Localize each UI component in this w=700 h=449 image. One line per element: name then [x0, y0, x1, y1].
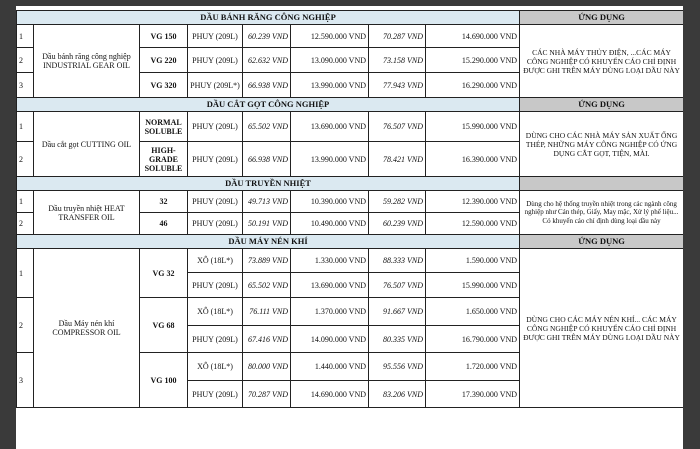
price-per-liter: 80.000 VND — [243, 353, 291, 381]
section-title: DẦU MÁY NÉN KHÍ — [17, 235, 520, 249]
price-per-pack: 12.590.000 VND — [291, 25, 369, 48]
retail-price-per-liter: 80.335 VND — [369, 326, 426, 353]
retail-price-per-liter: 60.239 VND — [369, 213, 426, 235]
package-cell: PHUY (209L) — [188, 112, 243, 142]
price-per-pack: 1.330.000 VND — [291, 249, 369, 273]
section-title: DẦU TRUYỀN NHIỆT — [17, 177, 520, 191]
retail-price-per-pack: 16.790.000 VND — [426, 326, 520, 353]
retail-price-per-liter: 95.556 VND — [369, 353, 426, 381]
grade-cell: VG 150 — [140, 25, 188, 48]
retail-price-per-liter: 70.287 VND — [369, 25, 426, 48]
section-header-cutting-oil — [17, 98, 684, 112]
row-index: 3 — [17, 73, 34, 98]
retail-price-per-pack: 14.690.000 VND — [426, 25, 520, 48]
section-header-gear-oil — [17, 11, 684, 25]
product-name: Dầu truyền nhiệt HEAT TRANSFER OIL — [34, 191, 140, 235]
product-name: Dầu bánh răng công nghiệp INDUSTRIAL GEAR OIL — [34, 25, 140, 98]
package-cell: PHUY (209L) — [188, 213, 243, 235]
row-index: 1 — [17, 112, 34, 142]
retail-price-per-pack: 12.590.000 VND — [426, 213, 520, 235]
row-index: 1 — [17, 25, 34, 48]
retail-price-per-liter: 77.943 VND — [369, 73, 426, 98]
table-row — [17, 191, 684, 213]
section-header-heat-transfer-oil — [17, 177, 684, 191]
price-table-page — [16, 6, 683, 449]
usage-text: Dùng cho hệ thống truyền nhiệt trong các ngành công nghiệp như Cán thép, Giấy, May mặc, Xử lý phế liệu... Có khuyến cáo chỉ định dùng loại dầu này — [520, 191, 683, 235]
price-per-pack: 1.440.000 VND — [291, 353, 369, 381]
row-index: 2 — [17, 213, 34, 235]
price-table — [16, 10, 683, 408]
section-title: DẦU BÁNH RĂNG CÔNG NGHIỆP — [17, 11, 520, 25]
price-per-liter: 50.191 VND — [243, 213, 291, 235]
package-cell: PHUY (209L) — [188, 48, 243, 73]
retail-price-per-pack: 15.990.000 VND — [426, 112, 520, 142]
row-index: 3 — [17, 353, 34, 408]
retail-price-per-liter: 76.507 VND — [369, 273, 426, 298]
grade-cell: 46 — [140, 213, 188, 235]
package-cell: PHUY (209L) — [188, 191, 243, 213]
grade-cell: VG 100 — [140, 353, 188, 408]
retail-price-per-pack: 1.720.000 VND — [426, 353, 520, 381]
usage-header: ỨNG DỤNG — [520, 98, 683, 112]
grade-cell: 32 — [140, 191, 188, 213]
grade-cell: HIGH-GRADE SOLUBLE — [140, 142, 188, 177]
usage-header-empty — [520, 177, 683, 191]
price-per-liter: 73.889 VND — [243, 249, 291, 273]
usage-header: ỨNG DỤNG — [520, 11, 683, 25]
retail-price-per-liter: 83.206 VND — [369, 381, 426, 408]
price-per-liter: 67.416 VND — [243, 326, 291, 353]
table-row — [17, 249, 684, 273]
price-per-pack: 14.690.000 VND — [291, 381, 369, 408]
retail-price-per-liter: 76.507 VND — [369, 112, 426, 142]
package-cell: PHUY (209L) — [188, 381, 243, 408]
grade-cell: VG 220 — [140, 48, 188, 73]
price-per-pack: 10.390.000 VND — [291, 191, 369, 213]
retail-price-per-liter: 59.282 VND — [369, 191, 426, 213]
price-per-pack: 13.690.000 VND — [291, 112, 369, 142]
retail-price-per-pack: 16.390.000 VND — [426, 142, 520, 177]
price-per-liter: 49.713 VND — [243, 191, 291, 213]
retail-price-per-pack: 12.390.000 VND — [426, 191, 520, 213]
row-index: 2 — [17, 142, 34, 177]
usage-text: DÙNG CHO CÁC NHÀ MÁY SẢN XUẤT ỐNG THÉP, NHỮNG MÁY CÔNG NGHIỆP CÓ ỨNG DỤNG CẮT GỌT, TIỆN, MÀI. — [520, 112, 683, 177]
price-per-pack: 14.090.000 VND — [291, 326, 369, 353]
grade-cell: NORMAL SOLUBLE — [140, 112, 188, 142]
package-cell: PHUY (209L) — [188, 273, 243, 298]
grade-cell: VG 68 — [140, 298, 188, 353]
retail-price-per-pack: 15.990.000 VND — [426, 273, 520, 298]
price-per-pack: 13.990.000 VND — [291, 142, 369, 177]
retail-price-per-pack: 1.650.000 VND — [426, 298, 520, 326]
usage-text: CÁC NHÀ MÁY THỦY ĐIỆN, ...CÁC MÁY CÔNG NGHIỆP CÓ KHUYẾN CÁO CHỈ ĐỊNH ĐƯỢC GHI TRÊN MÁY DÙNG LOẠI DẦU NÀY — [520, 25, 683, 98]
package-cell: XÔ (18L*) — [188, 353, 243, 381]
row-index: 2 — [17, 298, 34, 353]
row-index: 1 — [17, 249, 34, 298]
grade-cell: VG 32 — [140, 249, 188, 298]
product-name: Dầu cắt gọt CUTTING OIL — [34, 112, 140, 177]
usage-header: ỨNG DỤNG — [520, 235, 683, 249]
price-per-liter: 70.287 VND — [243, 381, 291, 408]
row-index: 1 — [17, 191, 34, 213]
price-per-pack: 10.490.000 VND — [291, 213, 369, 235]
retail-price-per-liter: 88.333 VND — [369, 249, 426, 273]
retail-price-per-pack: 1.590.000 VND — [426, 249, 520, 273]
grade-cell: VG 320 — [140, 73, 188, 98]
retail-price-per-pack: 15.290.000 VND — [426, 48, 520, 73]
retail-price-per-liter: 73.158 VND — [369, 48, 426, 73]
price-per-liter: 65.502 VND — [243, 273, 291, 298]
section-header-compressor-oil — [17, 235, 684, 249]
price-per-pack: 13.090.000 VND — [291, 48, 369, 73]
price-per-pack: 13.690.000 VND — [291, 273, 369, 298]
row-index: 2 — [17, 48, 34, 73]
package-cell: PHUY (209L) — [188, 25, 243, 48]
price-per-liter: 60.239 VND — [243, 25, 291, 48]
retail-price-per-pack: 17.390.000 VND — [426, 381, 520, 408]
usage-text: DÙNG CHO CÁC MÁY NÉN KHÍ... CÁC MÁY CÔNG NGHIỆP CÓ KHUYẾN CÁO CHỈ ĐỊNH ĐƯỢC GHI TRÊN MÁY DÙNG LOẠI DẦU NÀY — [520, 249, 683, 408]
product-name: Dầu Máy nén khí COMPRESSOR OIL — [34, 249, 140, 408]
retail-price-per-liter: 78.421 VND — [369, 142, 426, 177]
package-cell: PHUY (209L*) — [188, 73, 243, 98]
section-title: DẦU CẮT GỌT CÔNG NGHIỆP — [17, 98, 520, 112]
retail-price-per-pack: 16.290.000 VND — [426, 73, 520, 98]
retail-price-per-liter: 91.667 VND — [369, 298, 426, 326]
price-per-liter: 65.502 VND — [243, 112, 291, 142]
package-cell: PHUY (209L) — [188, 326, 243, 353]
price-per-liter: 66.938 VND — [243, 73, 291, 98]
price-per-liter: 66.938 VND — [243, 142, 291, 177]
price-per-liter: 76.111 VND — [243, 298, 291, 326]
package-cell: XÔ (18L*) — [188, 249, 243, 273]
price-per-pack: 13.990.000 VND — [291, 73, 369, 98]
price-per-pack: 1.370.000 VND — [291, 298, 369, 326]
package-cell: PHUY (209L) — [188, 142, 243, 177]
table-row — [17, 25, 684, 48]
price-per-liter: 62.632 VND — [243, 48, 291, 73]
table-row — [17, 112, 684, 142]
package-cell: XÔ (18L*) — [188, 298, 243, 326]
